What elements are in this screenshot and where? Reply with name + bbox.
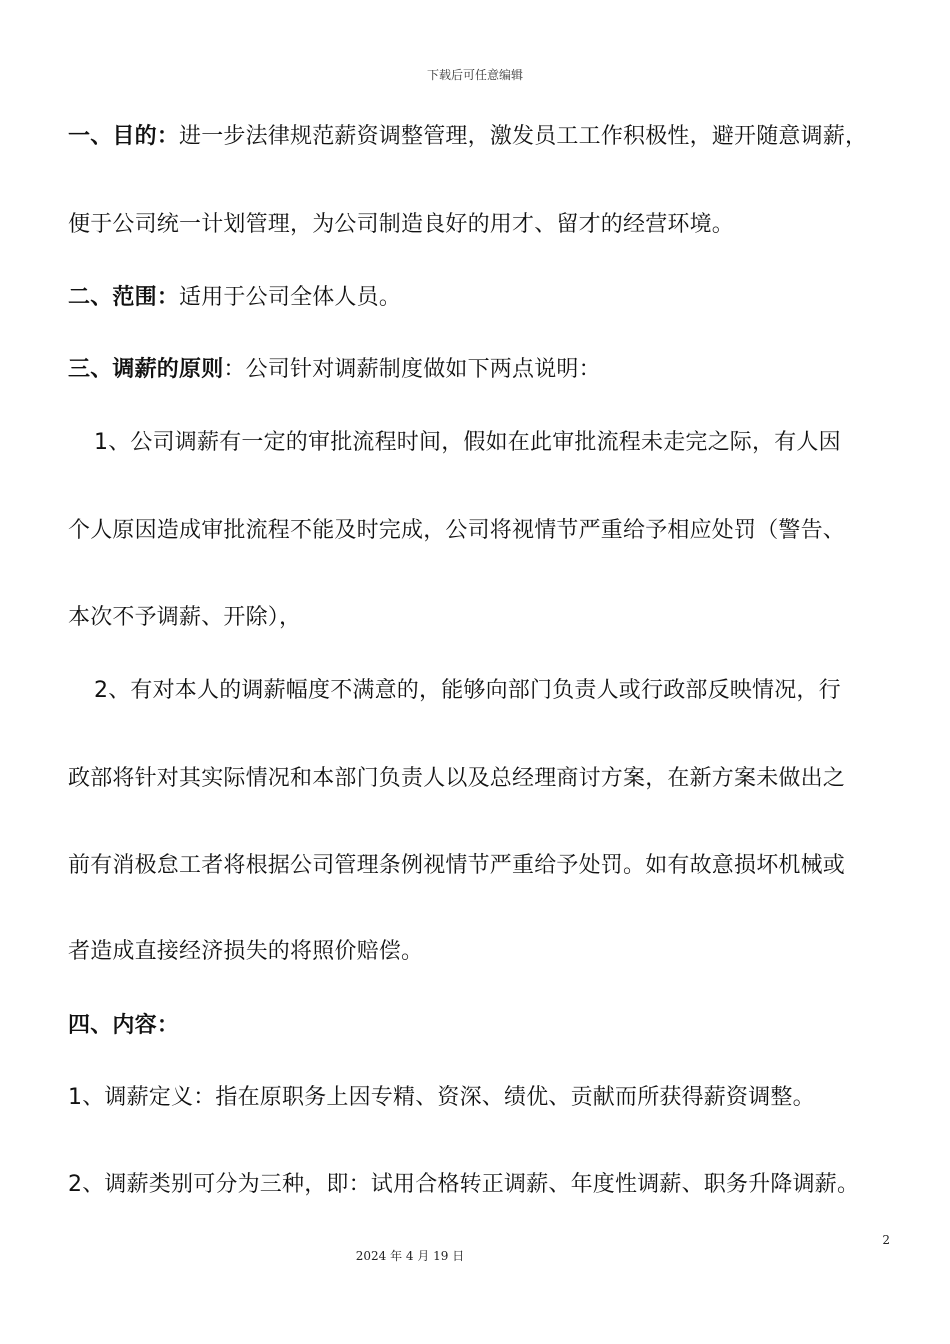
content-heading: 四、内容	[68, 1013, 157, 1038]
scope-paragraph	[68, 283, 898, 313]
scope-separator: ：	[156, 285, 180, 310]
purpose-separator: ：	[156, 124, 180, 149]
scope-text: 适用于公司全体人员。	[179, 285, 402, 310]
content-item-2: 2、调薪类别可分为三种，即：试用合格转正调薪、年度性调薪、职务升降调薪。	[68, 1172, 860, 1197]
content-separator: ：	[156, 1013, 180, 1038]
principles-paragraph	[68, 355, 898, 385]
purpose-text-line-1: 进一步法律规范薪资调整管理，激发员工工作积极性，避开随意调薪，	[179, 124, 868, 149]
principles-separator: ：	[223, 357, 246, 382]
principles-item-2-line-4: 者造成直接经济损失的将照价赔偿。	[68, 939, 424, 964]
purpose-heading: 一、目的	[68, 124, 157, 149]
purpose-text-line-2: 便于公司统一计划管理，为公司制造良好的用才、留才的经营环境。	[68, 212, 735, 237]
principles-item-1-line-2: 个人原因造成审批流程不能及时完成，公司将视情节严重给予相应处罚（警告、	[68, 518, 846, 543]
principles-text: 公司针对调薪制度做如下两点说明：	[245, 357, 601, 382]
content-heading-line	[68, 1011, 898, 1041]
principles-heading: 三、调薪的原则	[68, 357, 224, 382]
content-item-1: 1、调薪定义：指在原职务上因专精、资深、绩优、贡献而所获得薪资调整。	[68, 1085, 815, 1110]
purpose-paragraph-line-1	[68, 122, 898, 152]
page-number: 2	[882, 1233, 890, 1247]
principles-item-1-line-3: 本次不予调薪、开除），	[68, 605, 302, 630]
principles-item-2-line-3: 前有消极怠工者将根据公司管理条例视情节严重给予处罚。如有故意损坏机械或	[68, 853, 846, 878]
page-header: 下载后可任意编辑	[426, 68, 523, 82]
principles-item-2-line-1: 2、有对本人的调薪幅度不满意的，能够向部门负责人或行政部反映情况，行	[94, 678, 841, 703]
principles-item-2-line-2: 政部将针对其实际情况和本部门负责人以及总经理商讨方案，在新方案未做出之	[68, 766, 846, 791]
scope-heading: 二、范围	[68, 285, 157, 310]
principles-item-1-line-1: 1、公司调薪有一定的审批流程时间，假如在此审批流程未走完之际，有人因	[94, 430, 841, 455]
page-footer-date: 2024 年 4 月 19 日	[355, 1249, 465, 1263]
